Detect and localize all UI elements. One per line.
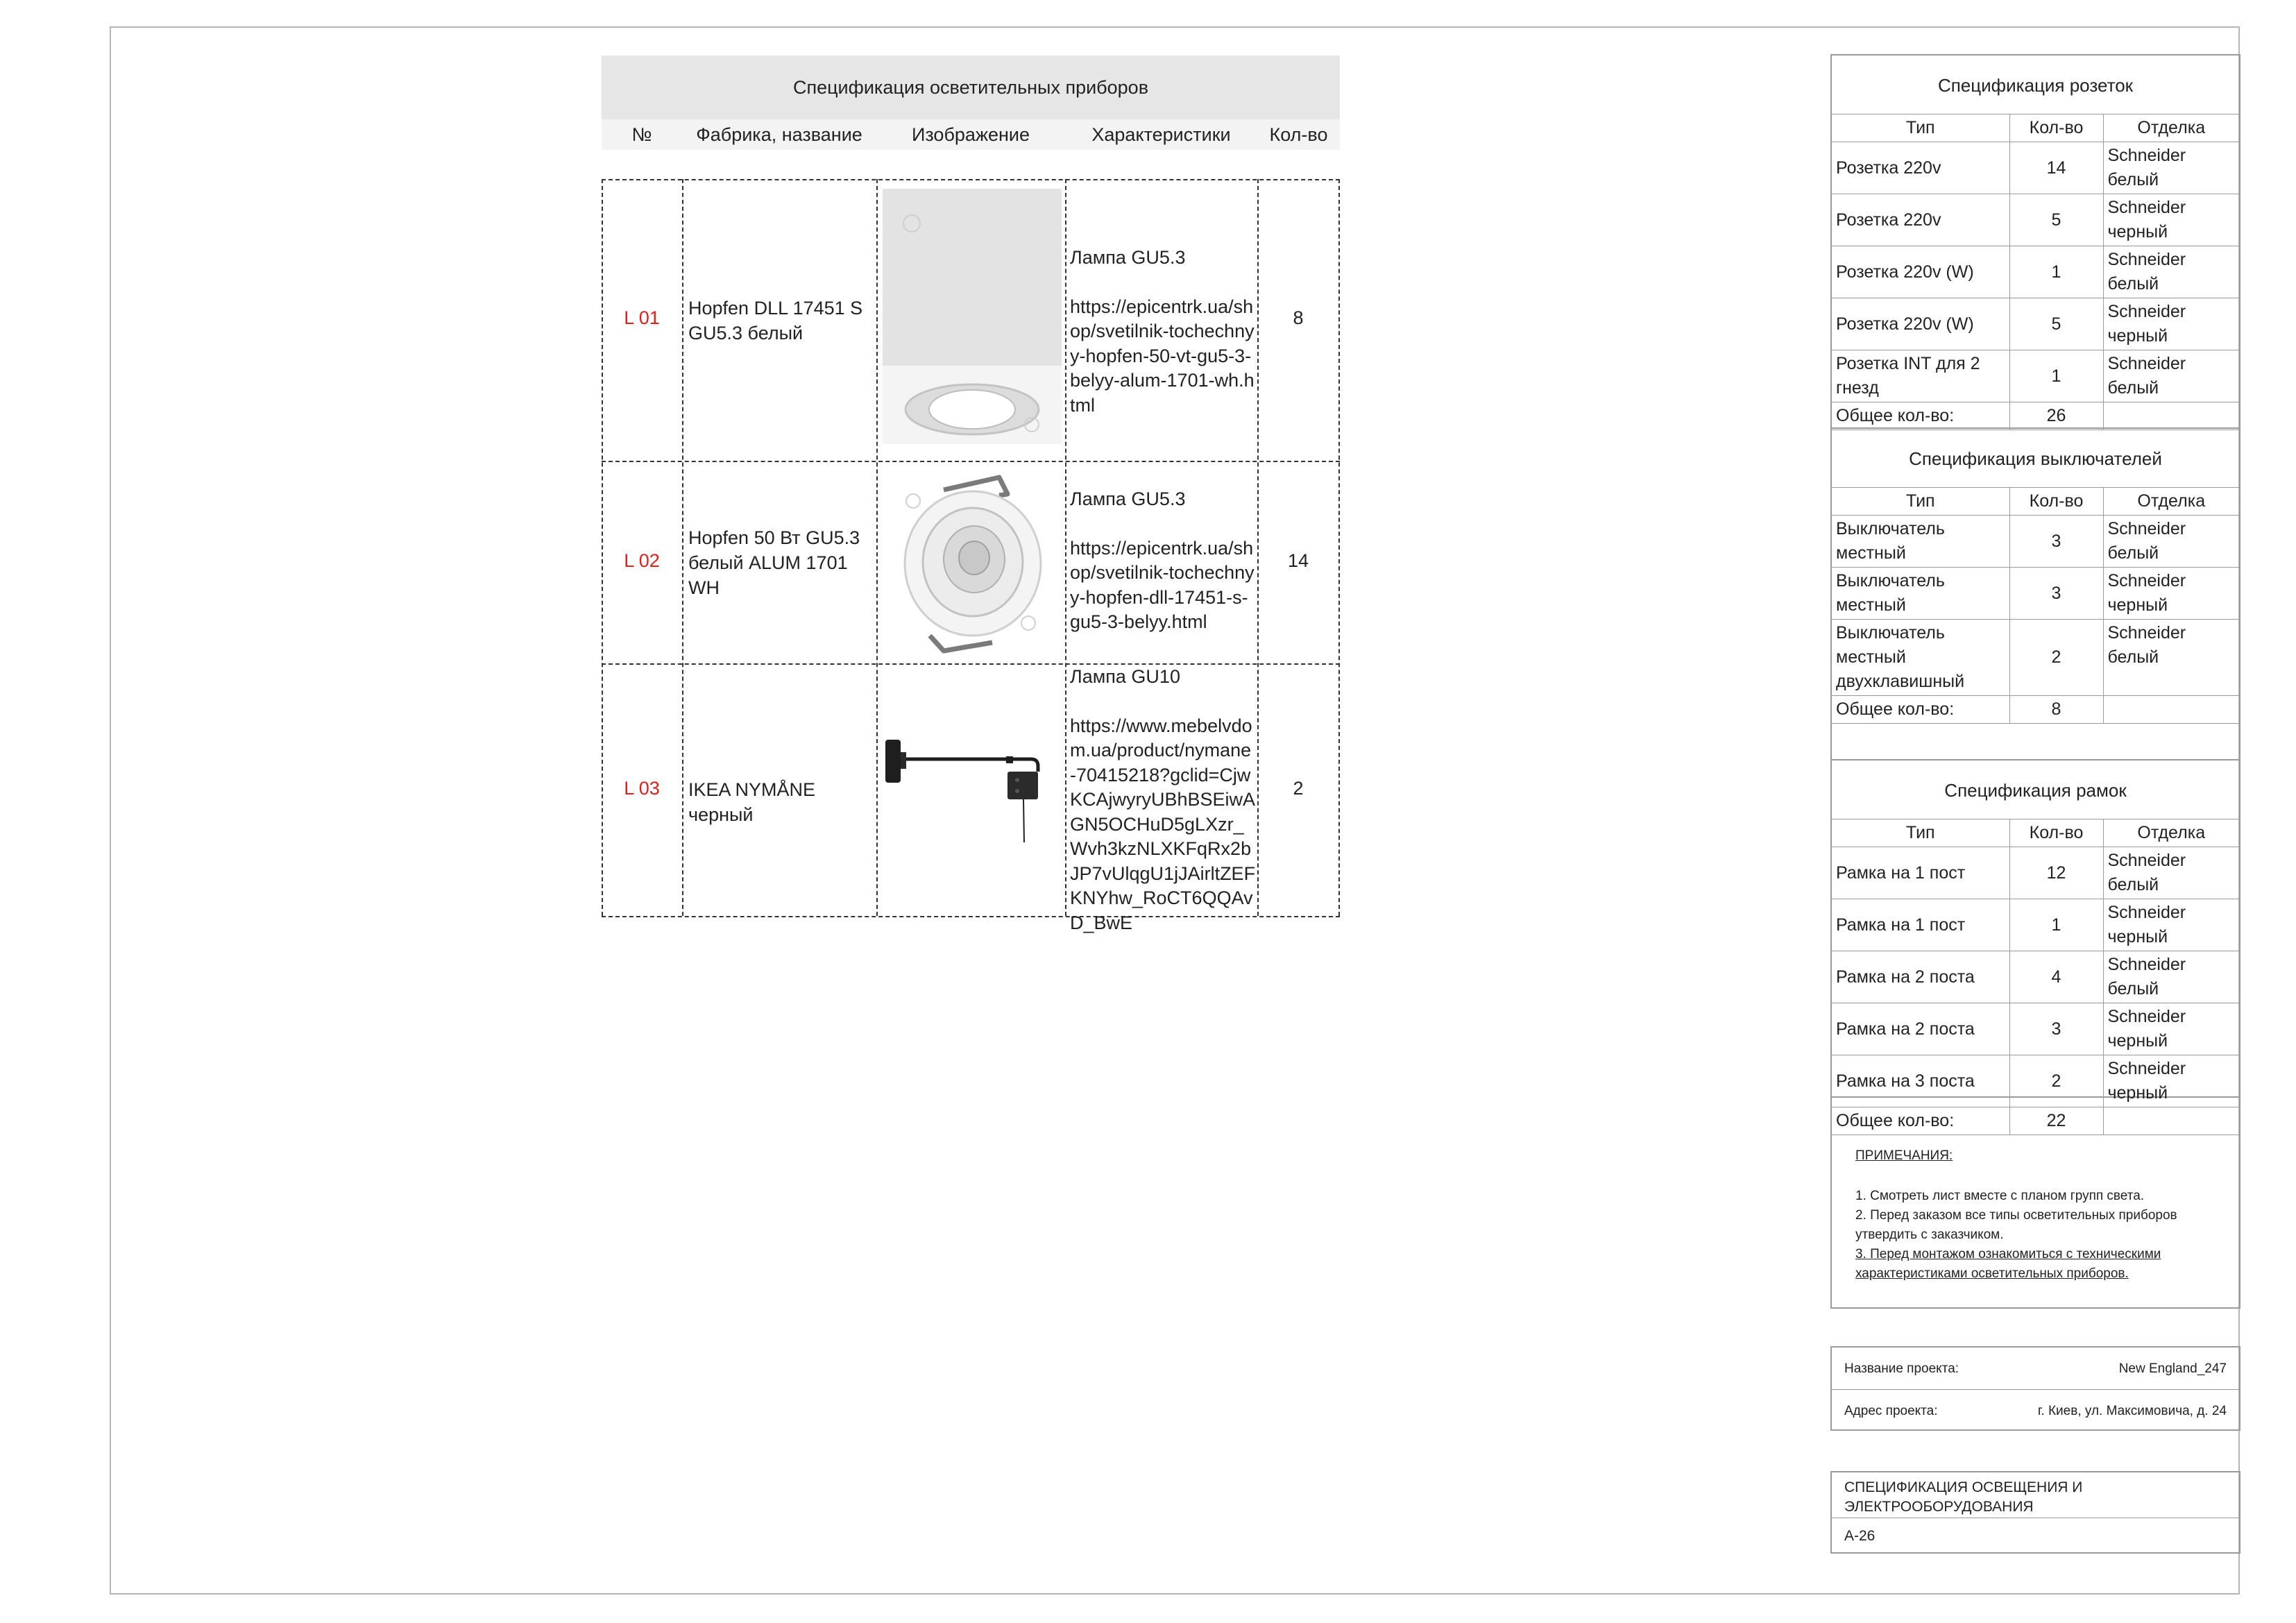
table-row [1832, 951, 2239, 1003]
lighting-grid-line [1338, 179, 1340, 916]
table-header: Кол-во [2009, 488, 2103, 516]
table-row [1832, 847, 2239, 899]
finish-cell: Schneider белый [2103, 350, 2239, 402]
table-row [1832, 350, 2239, 402]
type-cell: Розетка 220v [1832, 142, 2009, 194]
table-header: Отделка [2103, 114, 2239, 142]
qty-cell: 3 [2009, 568, 2103, 620]
table-header: Отделка [2103, 488, 2239, 516]
finish-cell: Schneider белый [2103, 516, 2239, 568]
type-cell: Розетка 220v (W) [1832, 298, 2009, 350]
notes-title: ПРИМЕЧАНИЯ: [1855, 1148, 1953, 1163]
finish-cell: Schneider белый [2103, 142, 2239, 194]
table-total-row [1832, 402, 2239, 430]
lighting-row-characteristics [1070, 665, 1257, 933]
note-item: 1. Смотреть лист вместе с планом групп света. [1855, 1189, 2145, 1203]
switches-spec-title: Спецификация выключателей [1909, 448, 2162, 469]
surface-spotlight-white-image [883, 189, 1062, 444]
type-cell: Выключатель местный [1832, 516, 2009, 568]
note-item: 2. Перед заказом все типы осветительных приборов утвердить с заказчиком. [1855, 1208, 2177, 1242]
sockets-spec-title: Спецификация розеток [1937, 75, 2134, 96]
finish-cell: Schneider белый [2103, 620, 2239, 696]
table-header: Кол-во [2009, 819, 2103, 847]
qty-cell: 4 [2009, 951, 2103, 1003]
wall-lamp-black-image [881, 729, 1062, 847]
table-header: Тип [1832, 819, 2009, 847]
qty-cell: 14 [2009, 142, 2103, 194]
frames-spec-title: Спецификация рамок [1944, 780, 2127, 801]
sockets-spec-table [1830, 54, 2240, 429]
project-name-row [1832, 1348, 2239, 1389]
lighting-row-name: Hopfen DLL 17451 S GU5.3 белый [688, 298, 863, 343]
type-cell: Рамка на 1 пост [1832, 899, 2009, 951]
type-cell: Розетка 220v (W) [1832, 246, 2009, 298]
table-row [1832, 246, 2239, 298]
total-empty-cell [2103, 696, 2239, 724]
type-cell: Рамка на 1 пост [1832, 847, 2009, 899]
switches-spec-table [1830, 427, 2240, 760]
type-cell: Рамка на 2 поста [1832, 1003, 2009, 1055]
project-name-label: Название проекта: [1844, 1361, 1959, 1376]
lighting-row-code: L 01 [624, 307, 660, 328]
lighting-row-qty: 8 [1293, 307, 1304, 328]
lighting-header-name: Фабрика, название [682, 119, 876, 150]
qty-cell: 2 [2009, 620, 2103, 696]
lighting-row-qty: 14 [1287, 550, 1309, 571]
lighting-row-code: L 03 [624, 778, 660, 799]
total-value: 8 [2009, 696, 2103, 724]
project-info-box [1830, 1346, 2240, 1431]
table-row [1832, 142, 2239, 194]
finish-cell: Schneider белый [2103, 847, 2239, 899]
lighting-spec-title: Спецификация осветительных приборов [602, 56, 1340, 119]
type-cell: Розетка INT для 2 гнезд [1832, 350, 2009, 402]
table-row [1832, 194, 2239, 246]
note-item: 3. Перед монтажом ознакомиться с техническими характеристиками осветительных приборов. [1855, 1247, 2161, 1281]
total-label: Общее кол-во: [1832, 696, 2009, 724]
lighting-grid-line [602, 179, 1340, 180]
table-row [1832, 1003, 2239, 1055]
total-value: 22 [2009, 1107, 2103, 1135]
table-header: Отделка [2103, 819, 2239, 847]
table-row [1832, 620, 2239, 696]
qty-cell: 3 [2009, 516, 2103, 568]
lighting-row-code: L 02 [624, 550, 660, 571]
project-address-value: г. Киев, ул. Максимовича, д. 24 [2037, 1404, 2227, 1418]
finish-cell: Schneider белый [2103, 246, 2239, 298]
finish-cell: Schneider черный [2103, 194, 2239, 246]
qty-cell: 2 [2009, 1055, 2103, 1107]
lighting-row-url[interactable]: https://www.mebelvdom.ua/product/nymane-70415218?gclid=CjwKCAjwyryUBhBSEiwAGN5OCHuD5gLXzr_Wvh3kzNLXKFqRx2bJP7vUlqgU1jJAirltZEFKNYhw_RoCT6QQAvD_BwE [1070, 715, 1256, 933]
project-address-row [1832, 1389, 2239, 1431]
qty-cell: 5 [2009, 194, 2103, 246]
type-cell: Рамка на 2 поста [1832, 951, 2009, 1003]
lighting-grid-line [1065, 179, 1066, 916]
finish-cell: Schneider черный [2103, 298, 2239, 350]
lighting-grid-line [682, 179, 683, 916]
lighting-grid-line [1257, 179, 1259, 916]
lighting-header-qty: Кол-во [1257, 119, 1340, 150]
lighting-row-lamp: Лампа GU5.3 [1070, 488, 1186, 509]
qty-cell: 5 [2009, 298, 2103, 350]
total-value: 26 [2009, 402, 2103, 430]
qty-cell: 12 [2009, 847, 2103, 899]
type-cell: Розетка 220v [1832, 194, 2009, 246]
table-row [1832, 516, 2239, 568]
total-empty-cell [2103, 402, 2239, 430]
table-row [1832, 568, 2239, 620]
finish-cell: Schneider черный [2103, 1055, 2239, 1107]
lighting-row-url[interactable]: https://epicentrk.ua/shop/svetilnik-tochechnyy-hopfen-50-vt-gu5-3-belyy-alum-1701-wh.html [1070, 296, 1255, 416]
qty-cell: 1 [2009, 899, 2103, 951]
lighting-row-url[interactable]: https://epicentrk.ua/shop/svetilnik-tochechnyy-hopfen-dll-17451-s-gu5-3-belyy.html [1070, 537, 1255, 632]
finish-cell: Schneider черный [2103, 899, 2239, 951]
lighting-row-lamp: Лампа GU10 [1070, 666, 1180, 687]
frames-spec-table [1830, 759, 2240, 1130]
qty-cell: 1 [2009, 246, 2103, 298]
recessed-spotlight-white-image [895, 469, 1055, 656]
table-row [1832, 899, 2239, 951]
switches-table [1832, 487, 2239, 724]
finish-cell: Schneider черный [2103, 1003, 2239, 1055]
table-header: Тип [1832, 114, 2009, 142]
sockets-table [1832, 114, 2239, 430]
project-name-value: New England_247 [2118, 1361, 2227, 1376]
lighting-row-characteristics [1070, 487, 1257, 635]
table-header: Тип [1832, 488, 2009, 516]
type-cell: Рамка на 3 поста [1832, 1055, 2009, 1107]
lighting-row-characteristics [1070, 246, 1257, 418]
finish-cell: Schneider черный [2103, 568, 2239, 620]
lighting-grid-line [602, 179, 603, 916]
project-address-label: Адрес проекта: [1844, 1404, 1938, 1418]
lighting-header-image: Изображение [876, 119, 1065, 150]
lighting-row-name: IKEA NYMÅNE черный [688, 779, 816, 825]
notes-box [1830, 1096, 2240, 1309]
table-total-row [1832, 696, 2239, 724]
table-header: Кол-во [2009, 114, 2103, 142]
sheet-number: А-26 [1844, 1528, 1876, 1544]
type-cell: Выключатель местный [1832, 568, 2009, 620]
qty-cell: 1 [2009, 350, 2103, 402]
lighting-header-number: № [602, 119, 682, 150]
type-cell: Выключатель местный двухклавишный [1832, 620, 2009, 696]
lighting-row-lamp: Лампа GU5.3 [1070, 247, 1186, 268]
sheet-title-box [1830, 1471, 2240, 1554]
finish-cell: Schneider белый [2103, 951, 2239, 1003]
total-label: Общее кол-во: [1832, 1107, 2009, 1135]
table-row [1832, 298, 2239, 350]
frames-table [1832, 819, 2239, 1135]
lighting-row-name: Hopfen 50 Вт GU5.3 белый ALUM 1701 WH [688, 527, 860, 598]
total-label: Общее кол-во: [1832, 402, 2009, 430]
qty-cell: 3 [2009, 1003, 2103, 1055]
lighting-header-characteristics: Характеристики [1065, 119, 1257, 150]
lighting-row-qty: 2 [1293, 778, 1304, 799]
lighting-grid-line [602, 461, 1340, 462]
sheet-title: СПЕЦИФИКАЦИЯ ОСВЕЩЕНИЯ И ЭЛЕКТРООБОРУДОВАНИЯ [1844, 1479, 2083, 1515]
